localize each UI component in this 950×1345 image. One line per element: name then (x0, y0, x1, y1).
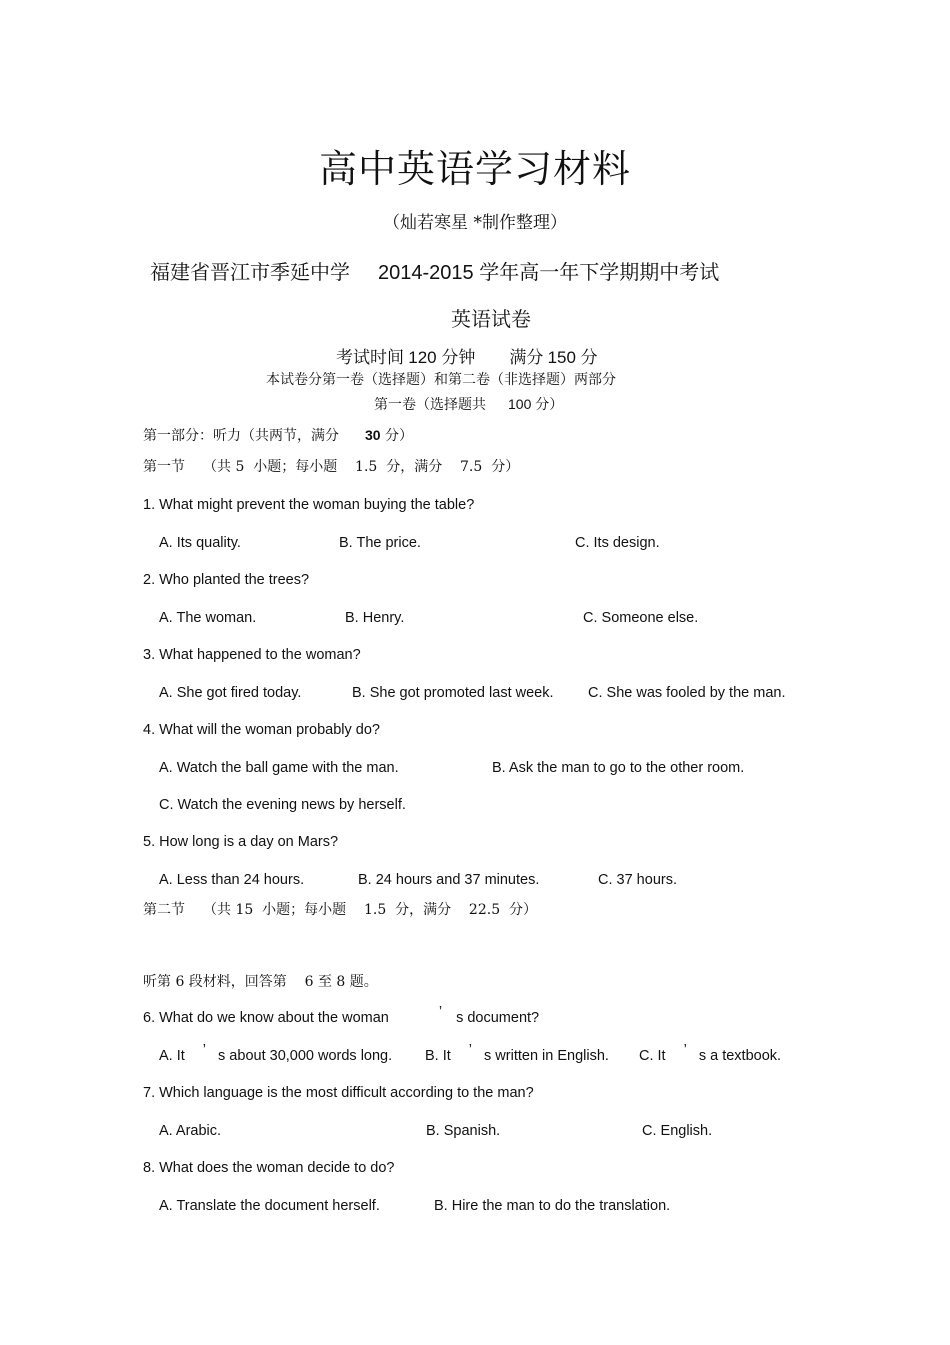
q2-option-c: C. Someone else. (583, 610, 699, 626)
q6-stem-part-c: s document? (456, 1010, 540, 1026)
question-8: 8. What does the woman decide to do? (143, 1160, 395, 1176)
q6-apostrophe: ’ (438, 1004, 443, 1020)
question-4: 4. What will the woman probably do? (143, 722, 380, 738)
q3-option-b: B. She got promoted last week. (352, 685, 554, 701)
q4-option-a: A. Watch the ball game with the man. (159, 760, 399, 776)
q5-option-b: B. 24 hours and 37 minutes. (358, 872, 540, 888)
time-value: 120 分钟 (408, 348, 476, 367)
part1-heading-tail: 分） (385, 428, 414, 444)
q8-option-b: B. Hire the man to do the translation. (434, 1198, 671, 1214)
q4-option-c: C. Watch the evening news by herself. (159, 797, 406, 813)
q3-option-c: C. She was fooled by the man. (588, 685, 786, 701)
q1-option-c: C. Its design. (575, 535, 660, 551)
q5-option-a: A. Less than 24 hours. (159, 872, 305, 888)
part1-heading-text: 第一部分：听力（共两节，满分 (143, 428, 339, 444)
score-label: 满分 (509, 348, 544, 368)
question-6 (143, 1004, 540, 1026)
q6-b-apostrophe: ’ (468, 1042, 473, 1058)
q1-option-a: A. Its quality. (159, 535, 241, 551)
question-5: 5. How long is a day on Mars? (143, 834, 339, 850)
q6-b-lead: B. It (425, 1048, 451, 1064)
volume-one-heading (374, 394, 563, 414)
question-3: 3. What happened to the woman? (143, 647, 361, 663)
q6-option-c (639, 1042, 782, 1064)
time-label: 考试时间 (336, 348, 404, 368)
question-1: 1. What might prevent the woman buying the table? (143, 497, 475, 513)
structure-note: 本试卷分第一卷（选择题）和第二卷（非选择题）两部分 (266, 372, 616, 388)
q6-c-apostrophe: ’ (683, 1042, 687, 1058)
section2-label: 第二节 (143, 902, 185, 918)
part1-score: 30 (365, 427, 381, 443)
section2-heading (143, 899, 537, 919)
q6-stem-part-a: 6. What do we know about the woman (143, 1010, 389, 1026)
q2-option-b: B. Henry. (345, 610, 405, 626)
q6-option-a (159, 1042, 393, 1064)
part1-heading (143, 425, 413, 445)
section2-instruction: 听第 6 段材料，回答第 6 至 8 题。 (143, 974, 378, 990)
credit-line: （灿若寒星 *制作整理） (383, 213, 567, 233)
section1-label: 第一节 (143, 459, 185, 475)
q6-b-tail: s written in English. (484, 1048, 609, 1064)
volume-one-score: 100 分） (508, 396, 564, 412)
q6-a-apostrophe: ’ (202, 1042, 207, 1058)
q3-option-a: A. She got fired today. (159, 685, 302, 701)
score-value: 150 分 (547, 348, 598, 367)
question-7: 7. Which language is the most difficult according to the man? (143, 1085, 534, 1101)
q4-option-b: B. Ask the man to go to the other room. (492, 760, 745, 776)
q6-a-tail: s about 30,000 words long. (218, 1048, 393, 1064)
main-title: 高中英语学习材料 (318, 147, 631, 191)
question-2: 2. Who planted the trees? (143, 572, 310, 588)
q8-option-a: A. Translate the document herself. (159, 1198, 380, 1214)
q1-option-b: B. The price. (339, 535, 421, 551)
section2-detail: （共 15 小题；每小题 1.5 分，满分 22.5 分） (203, 902, 538, 918)
q6-a-lead: A. It (159, 1048, 185, 1064)
q5-option-c: C. 37 hours. (598, 872, 677, 888)
volume-one-text: 第一卷（选择题共 (374, 397, 486, 413)
exam-time-score (336, 343, 598, 368)
section1-detail: （共 5 小题；每小题 1.5 分，满分 7.5 分） (203, 459, 520, 475)
q2-option-a: A. The woman. (159, 610, 257, 626)
subject-title: 英语试卷 (451, 307, 531, 331)
q6-c-lead: C. It (639, 1048, 666, 1064)
q6-option-b (425, 1042, 609, 1064)
section1-heading (143, 456, 519, 476)
school-line (150, 256, 719, 285)
q7-option-c: C. English. (642, 1123, 713, 1139)
q6-c-tail: s a textbook. (698, 1048, 782, 1064)
exam-term: 2014-2015 学年高一年下学期期中考试 (378, 262, 720, 284)
school-name: 福建省晋江市季延中学 (150, 260, 350, 284)
q7-option-b: B. Spanish. (426, 1123, 501, 1139)
q7-option-a: A. Arabic. (159, 1123, 222, 1139)
